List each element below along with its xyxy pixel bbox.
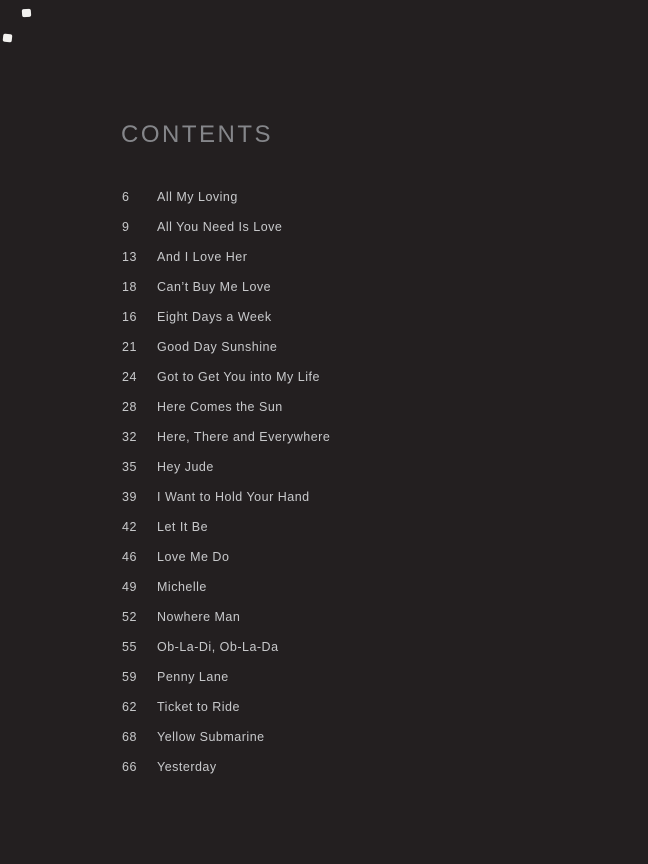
toc-page-number: 52 xyxy=(122,610,137,624)
toc-song-title: And I Love Her xyxy=(157,250,248,264)
toc-song-title: Yellow Submarine xyxy=(157,730,265,744)
toc-song-title: Here, There and Everywhere xyxy=(157,430,331,444)
toc-row xyxy=(122,542,542,572)
toc-song-title: Let It Be xyxy=(157,520,209,534)
toc-page-number: 42 xyxy=(122,520,137,534)
toc-page-number: 49 xyxy=(122,580,137,594)
toc-page-number: 62 xyxy=(122,700,137,714)
toc-list xyxy=(122,182,542,782)
toc-song-title: Michelle xyxy=(157,580,207,594)
toc-page-number: 46 xyxy=(122,550,137,564)
toc-row xyxy=(122,572,542,602)
toc-page-number: 59 xyxy=(122,670,137,684)
toc-song-title: Good Day Sunshine xyxy=(157,340,278,354)
toc-song-title: Ticket to Ride xyxy=(157,700,240,714)
toc-row xyxy=(122,602,542,632)
toc-song-title: Got to Get You into My Life xyxy=(157,370,320,384)
toc-page-number: 24 xyxy=(122,370,137,384)
toc-row xyxy=(122,362,542,392)
toc-row xyxy=(122,632,542,662)
toc-song-title: Love Me Do xyxy=(157,550,230,564)
toc-song-title: Nowhere Man xyxy=(157,610,241,624)
toc-page-number: 18 xyxy=(122,280,137,294)
toc-song-title: Ob-La-Di, Ob-La-Da xyxy=(157,640,279,654)
page-title: CONTENTS xyxy=(121,121,273,148)
toc-song-title: All You Need Is Love xyxy=(157,220,283,234)
dust-speck xyxy=(3,34,13,43)
toc-song-title: Here Comes the Sun xyxy=(157,400,283,414)
toc-song-title: Can’t Buy Me Love xyxy=(157,280,272,294)
toc-page-number: 16 xyxy=(122,310,137,324)
toc-row xyxy=(122,182,542,212)
toc-row xyxy=(122,422,542,452)
toc-page-number: 35 xyxy=(122,460,137,474)
toc-page-number: 55 xyxy=(122,640,137,654)
toc-song-title: I Want to Hold Your Hand xyxy=(157,490,310,504)
toc-page-number: 21 xyxy=(122,340,137,354)
toc-page-number: 32 xyxy=(122,430,137,444)
toc-row xyxy=(122,662,542,692)
toc-row xyxy=(122,692,542,722)
toc-page-number: 28 xyxy=(122,400,137,414)
toc-row xyxy=(122,392,542,422)
toc-row xyxy=(122,482,542,512)
toc-page-number: 68 xyxy=(122,730,137,744)
toc-song-title: Yesterday xyxy=(157,760,217,774)
toc-row xyxy=(122,722,542,752)
toc-row xyxy=(122,212,542,242)
toc-row xyxy=(122,752,542,782)
toc-row xyxy=(122,332,542,362)
toc-song-title: Eight Days a Week xyxy=(157,310,272,324)
toc-page-number: 66 xyxy=(122,760,137,774)
toc-page-number: 39 xyxy=(122,490,137,504)
toc-song-title: Hey Jude xyxy=(157,460,214,474)
toc-song-title: All My Loving xyxy=(157,190,238,204)
toc-page-number: 6 xyxy=(122,190,130,204)
toc-row xyxy=(122,272,542,302)
toc-row xyxy=(122,302,542,332)
toc-page-number: 9 xyxy=(122,220,130,234)
toc-row xyxy=(122,452,542,482)
toc-song-title: Penny Lane xyxy=(157,670,229,684)
dust-speck xyxy=(22,9,32,18)
toc-row xyxy=(122,242,542,272)
toc-row xyxy=(122,512,542,542)
toc-page-number: 13 xyxy=(122,250,137,264)
